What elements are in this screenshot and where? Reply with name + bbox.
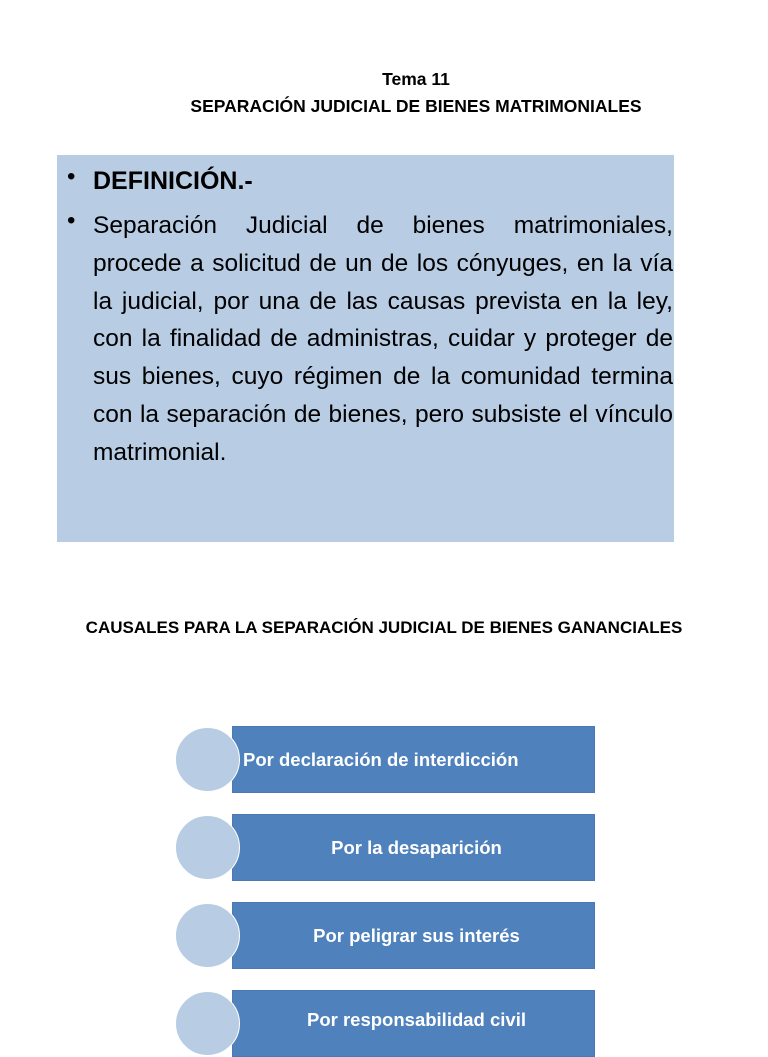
definition-box xyxy=(57,155,674,542)
cause-circle xyxy=(175,727,240,792)
cause-pill xyxy=(232,726,595,793)
cause-label: Por responsabilidad civil xyxy=(307,1009,526,1030)
cause-label: Por declaración de interdicción xyxy=(243,748,519,770)
cause-circle xyxy=(175,815,240,880)
cause-item xyxy=(175,814,595,880)
slide-title-block xyxy=(0,66,768,120)
page-title: SEPARACIÓN JUDICIAL DE BIENES MATRIMONIALES xyxy=(190,96,642,116)
cause-label: Por la desaparición xyxy=(331,836,502,858)
bullet-icon: • xyxy=(67,207,76,234)
definition-heading: DEFINICIÓN.- xyxy=(93,167,253,195)
definition-text-row xyxy=(67,207,673,527)
cause-item xyxy=(175,726,595,792)
cause-circle xyxy=(175,903,240,968)
bullet-icon: • xyxy=(67,163,76,190)
cause-item xyxy=(175,902,595,968)
topic-label: Tema 11 xyxy=(382,69,450,89)
cause-label: Por peligrar sus interés xyxy=(313,924,520,946)
definition-heading-row xyxy=(67,163,664,203)
cause-item xyxy=(175,990,595,1056)
causes-heading: CAUSALES PARA LA SEPARACIÓN JUDICIAL DE BIENES GANANCIALES xyxy=(85,618,683,637)
cause-pill xyxy=(232,814,595,881)
cause-pill xyxy=(232,902,595,969)
definition-text: Separación Judicial de bienes matrimoniales, procede a solicitud de un de los cónyuges, en la vía la judicial, por una de las causas prevista en la ley, con la finalidad de administras, cuidar y proteger de sus bienes, cuyo régimen de la comunidad termina con la separación de bienes, pero subsiste el vínculo matrimonial. xyxy=(93,212,673,466)
